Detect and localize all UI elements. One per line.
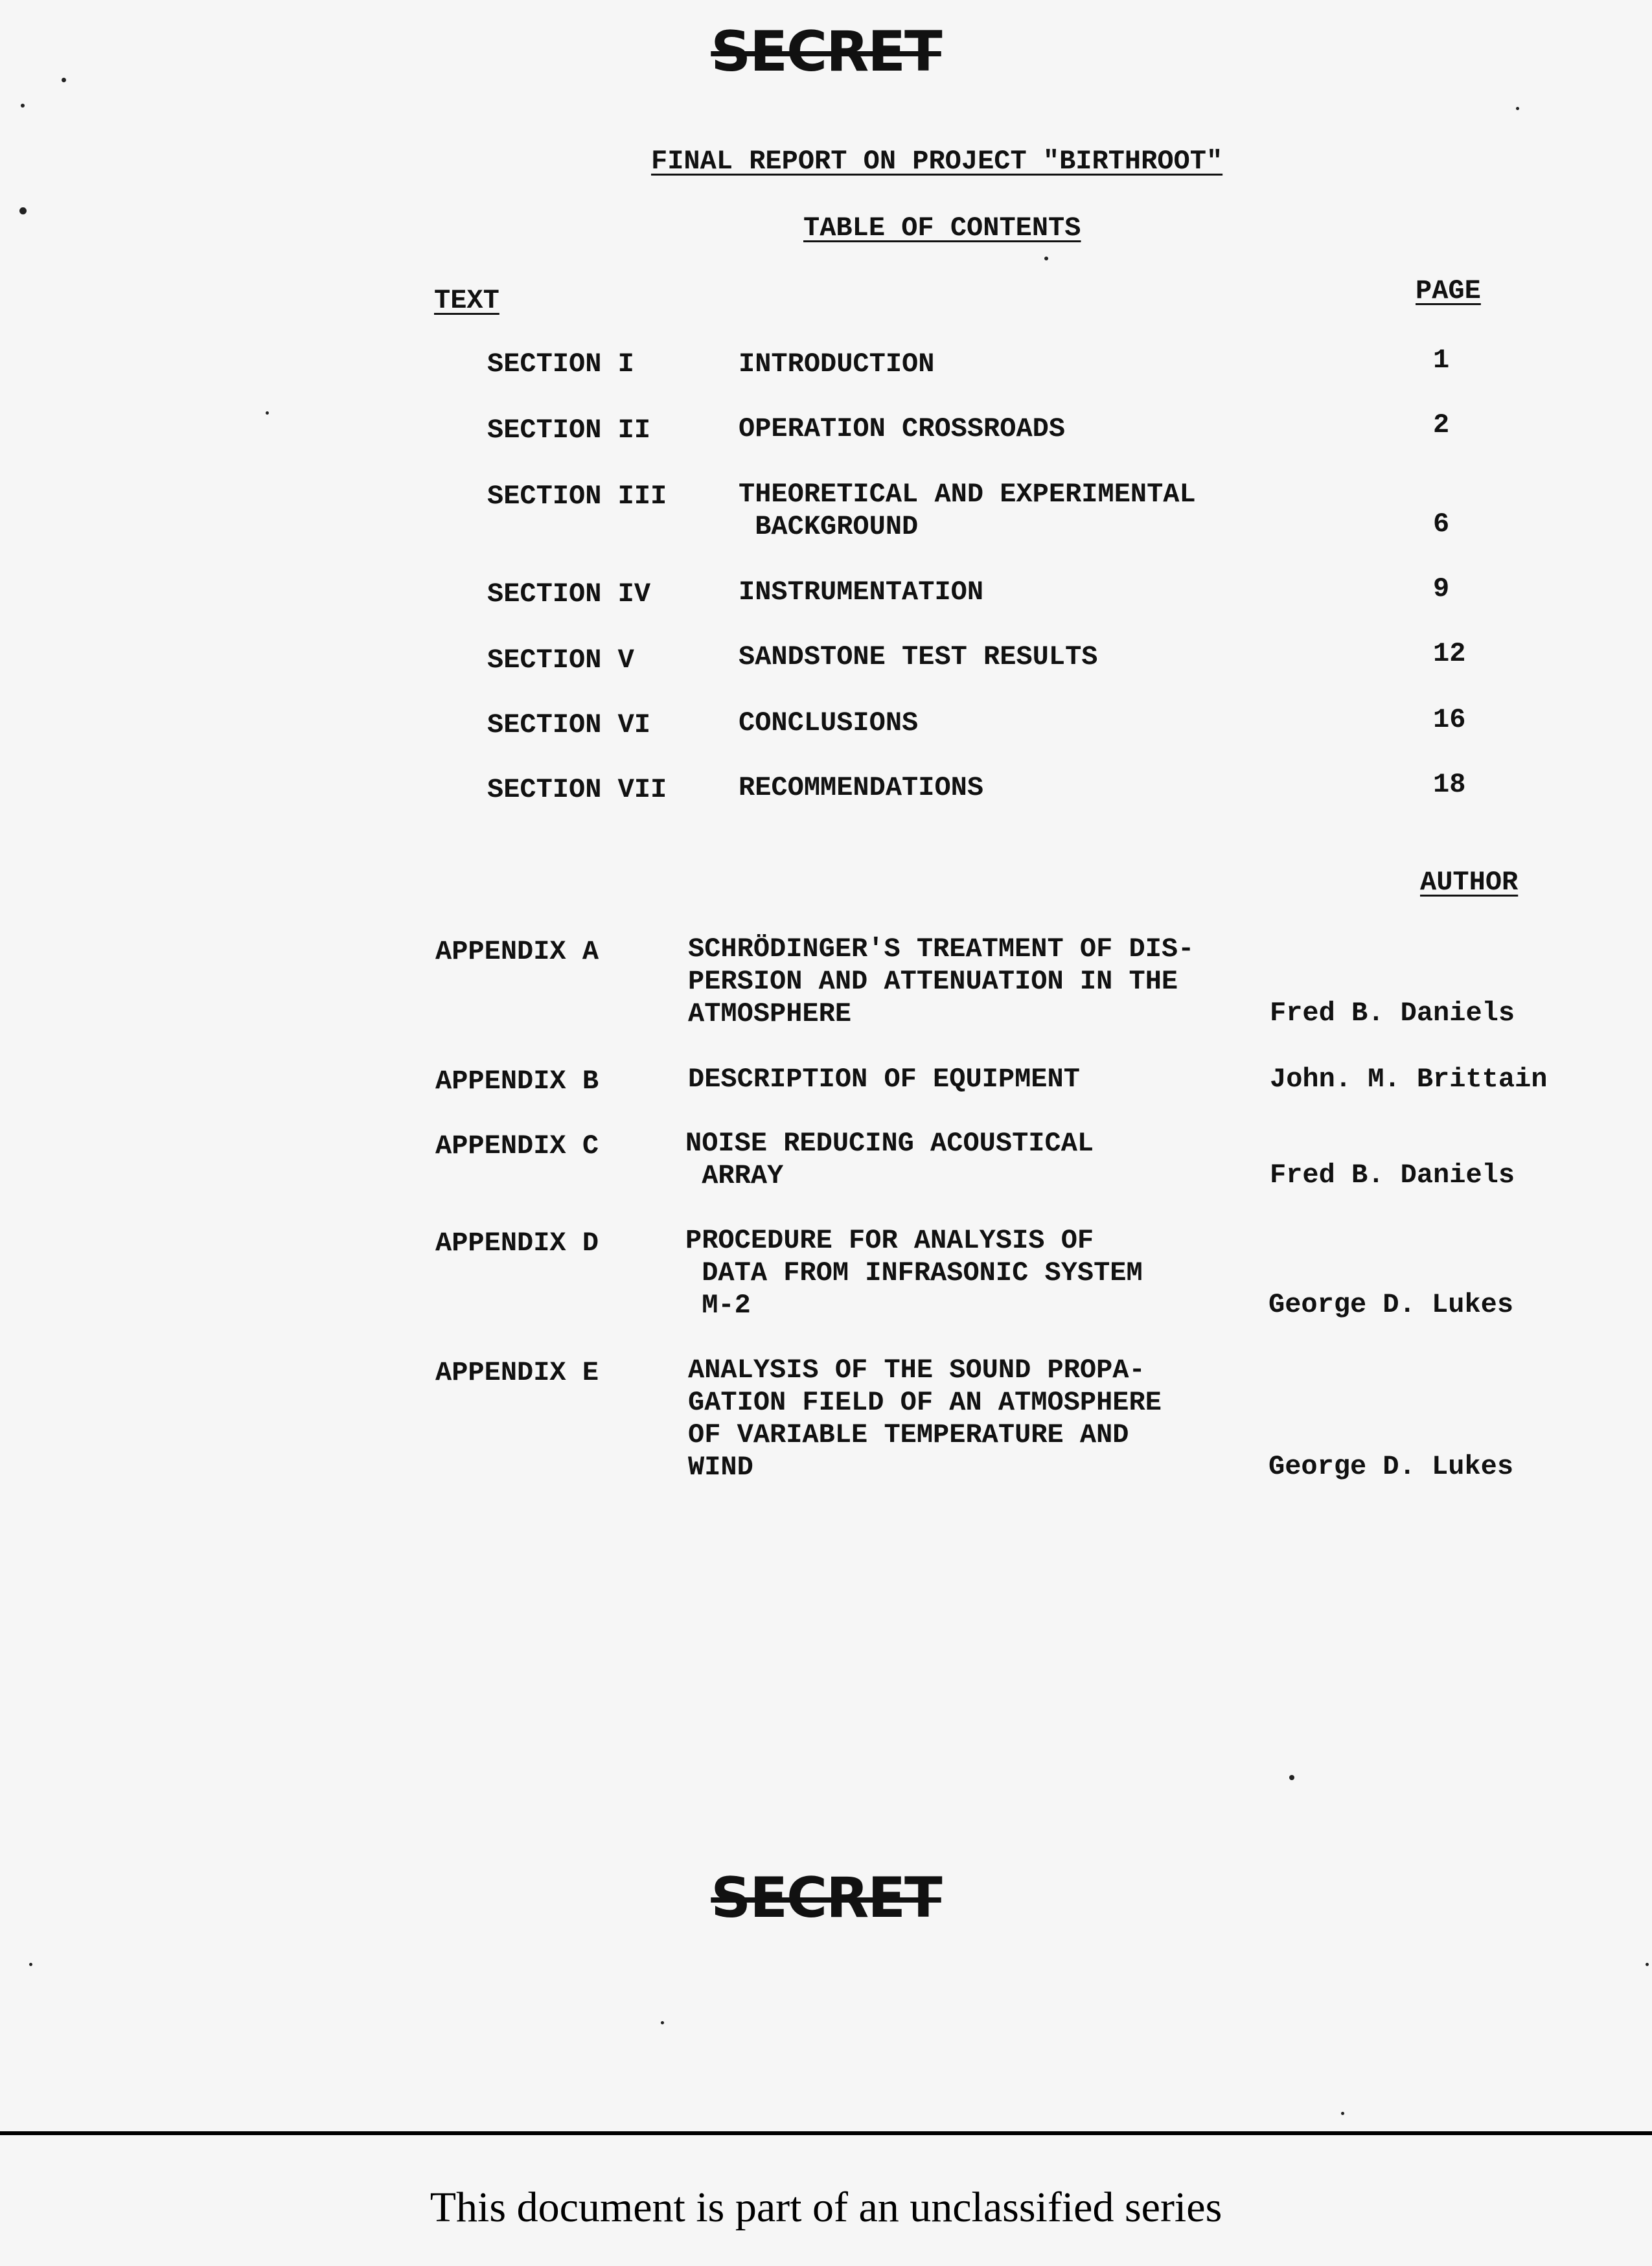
section-page: 6 <box>1433 509 1450 540</box>
classification-bottom: SECRET <box>711 1866 941 1930</box>
appendix-author: Fred B. Daniels <box>1270 998 1515 1029</box>
section-page: 12 <box>1433 638 1466 669</box>
appendix-label: APPENDIX B <box>435 1066 599 1097</box>
section-page: 16 <box>1433 704 1466 735</box>
appendix-author: Fred B. Daniels <box>1270 1160 1515 1191</box>
speckle <box>62 78 66 82</box>
report-title: FINAL REPORT ON PROJECT "BIRTHROOT" <box>651 146 1223 177</box>
section-title: OPERATION CROSSROADS <box>739 413 1066 444</box>
section-title: RECOMMENDATIONS <box>739 772 984 803</box>
appendix-label: APPENDIX D <box>435 1228 599 1259</box>
speckle <box>661 2021 664 2024</box>
speckle <box>1341 2112 1344 2115</box>
speckle <box>266 411 269 415</box>
section-label: SECTION I <box>487 349 634 380</box>
appendix-author: George D. Lukes <box>1268 1451 1514 1482</box>
appendix-title: ANALYSIS OF THE SOUND PROPA- GATION FIELD OF AN ATMOSPHERE OF VARIABLE TEMPERATURE AND WIND <box>688 1355 1162 1483</box>
page-column-header: PAGE <box>1416 275 1481 306</box>
appendix-label: APPENDIX E <box>435 1357 599 1388</box>
appendix-author: George D. Lukes <box>1268 1289 1514 1320</box>
classification-top: SECRET <box>711 19 941 84</box>
text-column-header: TEXT <box>434 285 499 316</box>
appendix-title: PROCEDURE FOR ANALYSIS OF DATA FROM INFRASONIC SYSTEM M-2 <box>685 1225 1143 1321</box>
speckle <box>29 1963 32 1966</box>
section-label: SECTION V <box>487 645 634 676</box>
section-title: INTRODUCTION <box>739 349 935 380</box>
author-column-header: AUTHOR <box>1420 867 1519 898</box>
section-page: 18 <box>1433 769 1466 800</box>
speckle <box>1289 1775 1294 1780</box>
appendix-author: John. M. Brittain <box>1270 1064 1548 1095</box>
section-label: SECTION III <box>487 481 667 512</box>
appendix-title: NOISE REDUCING ACOUSTICAL ARRAY <box>685 1128 1094 1191</box>
footer-note: This document is part of an unclassified series <box>430 2184 1222 2231</box>
speckle <box>1044 257 1048 260</box>
appendix-label: APPENDIX A <box>435 936 599 967</box>
section-page: 1 <box>1433 345 1450 376</box>
toc-heading: TABLE OF CONTENTS <box>803 212 1081 244</box>
appendix-label: APPENDIX C <box>435 1130 599 1162</box>
section-title: THEORETICAL AND EXPERIMENTAL BACKGROUND <box>739 479 1196 542</box>
section-title: SANDSTONE TEST RESULTS <box>739 641 1098 672</box>
footer-divider <box>0 2131 1652 2135</box>
appendix-title: SCHRÖDINGER'S TREATMENT OF DIS- PERSION AND ATTENUATION IN THE ATMOSPHERE <box>688 933 1195 1029</box>
section-label: SECTION IV <box>487 578 651 610</box>
speckle <box>1516 107 1519 110</box>
speckle <box>21 104 25 108</box>
section-title: CONCLUSIONS <box>739 707 919 738</box>
speckle <box>1646 1963 1649 1966</box>
section-label: SECTION II <box>487 415 651 446</box>
section-title: INSTRUMENTATION <box>739 577 984 608</box>
section-page: 9 <box>1433 573 1450 604</box>
section-label: SECTION VII <box>487 774 667 805</box>
speckle <box>19 207 27 214</box>
section-page: 2 <box>1433 409 1450 441</box>
section-label: SECTION VI <box>487 709 651 740</box>
appendix-title: DESCRIPTION OF EQUIPMENT <box>688 1064 1080 1095</box>
